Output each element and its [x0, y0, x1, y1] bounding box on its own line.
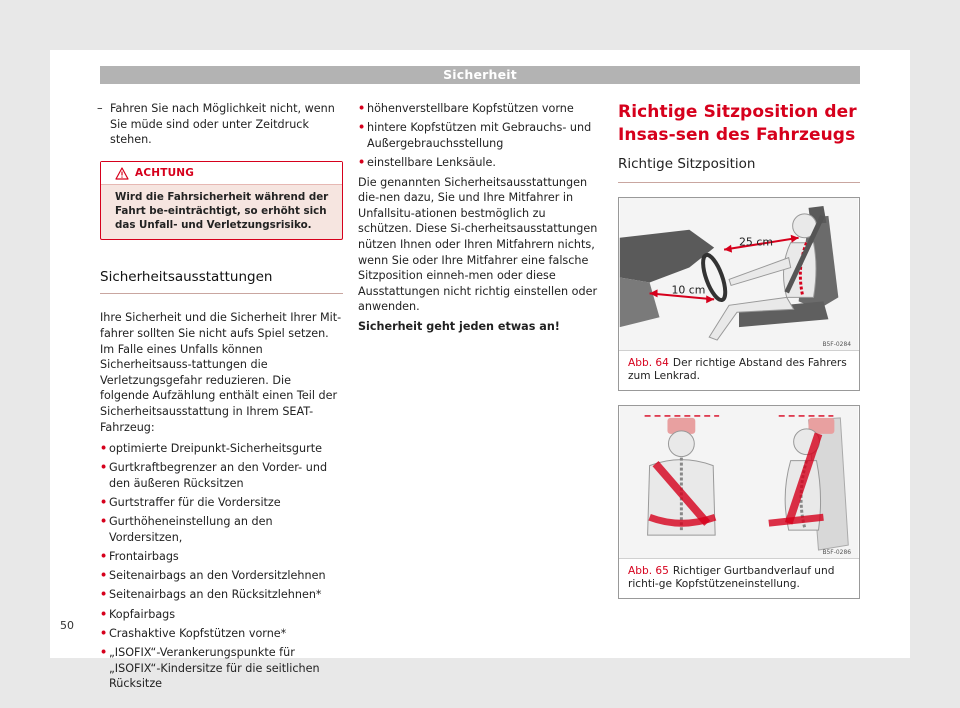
middle-paragraph: Die genannten Sicherheitsausstattungen die-nen dazu, Sie und Ihre Mitfahrer in Unfallsitu-ationen bestmöglich zu schützen. Diese Si-cherheitsausstattungen nützen Ihnen oder Ihren Mitfahrern nichts, wenn Sie oder Ihre Mitfahrer eine falsche Sitzposition einneh-men oder diese Ausstattungen nicht richtig einstellen oder anwenden.: [358, 175, 598, 314]
bullet-icon: •: [100, 588, 108, 602]
dash-marker: –: [97, 102, 103, 115]
list-item-text: optimierte Dreipunkt-Sicherheitsgurte: [109, 442, 322, 456]
emphasis-line: Sicherheit geht jeden etwas an!: [358, 319, 560, 333]
bullet-icon: •: [100, 496, 108, 510]
warning-text: Wird die Fahrsicherheit während der Fahrt be-einträchtigt, so erhöht sich das Unfall- und Verletzungsrisiko.: [115, 191, 329, 231]
bullet-icon: •: [358, 121, 366, 135]
bullet-icon: •: [100, 550, 108, 564]
list-item: [100, 514, 343, 545]
list-item: [100, 441, 343, 457]
list-item: [100, 607, 343, 623]
figure-code: B5F-0284: [822, 340, 852, 348]
bullet-icon: •: [100, 569, 108, 583]
figure-code: B5F-0286: [822, 548, 852, 556]
bullet-icon: •: [100, 626, 108, 640]
list-item: [358, 101, 602, 117]
intro-item: [97, 101, 343, 148]
intro-text: Fahren Sie nach Möglichkeit nicht, wenn Sie müde sind oder unter Zeitdruck stehen.: [110, 102, 335, 147]
figure-64: [618, 197, 860, 391]
list-item: [100, 568, 343, 584]
distance-label-10: 10 cm: [671, 282, 706, 296]
list-item-text: Frontairbags: [109, 550, 179, 564]
left-column: [97, 101, 343, 695]
bullet-icon: •: [358, 155, 366, 169]
list-item: [358, 155, 602, 171]
section-title: Sicherheitsausstattungen: [100, 270, 343, 295]
list-item-text: „ISOFIX“-Verankerungspunkte für „ISOFIX“-Kindersitze für die seitlichen Rücksitze: [109, 645, 320, 691]
list-item-text: Seitenairbags an den Vordersitzlehnen: [109, 569, 326, 583]
equipment-list: [100, 441, 343, 692]
right-column: [618, 101, 860, 599]
warning-title: ACHTUNG: [135, 166, 195, 179]
figure-caption-text: Richtiger Gurtbandverlauf und richti-ge Kopfstützeneinstellung.: [628, 564, 835, 591]
belt-headrest-illustration: [619, 406, 859, 559]
list-item: [100, 495, 343, 511]
figure-caption: [619, 351, 859, 390]
page-number: 50: [60, 619, 74, 632]
bullet-icon: •: [100, 442, 108, 456]
figure-caption: [619, 559, 859, 598]
list-item-text: einstellbare Lenksäule.: [367, 155, 496, 169]
bullet-icon: •: [100, 515, 108, 529]
bullet-icon: •: [100, 461, 108, 475]
driver-seat-illustration: [619, 198, 859, 351]
list-item-text: Gurtkraftbegrenzer an den Vorder- und den äußeren Rücksitzen: [109, 461, 328, 490]
figure-65: [618, 405, 860, 599]
warning-box: [100, 161, 343, 240]
distance-label-25: 25 cm: [739, 235, 773, 249]
list-item-text: hintere Kopfstützen mit Gebrauchs- und Außergebrauchsstellung: [367, 121, 592, 150]
subsection-title: Richtige Sitzposition: [618, 157, 860, 183]
page-header: Sicherheit: [100, 66, 860, 84]
list-item-text: höhenverstellbare Kopfstützen vorne: [367, 102, 574, 115]
list-item: [100, 626, 343, 642]
list-item-text: Seitenairbags an den Rücksitzlehnen*: [109, 588, 322, 602]
warning-triangle-icon: [115, 167, 129, 180]
figure-number: Abb. 64: [628, 356, 669, 369]
bullet-icon: •: [100, 607, 108, 621]
list-item: [100, 587, 343, 603]
list-item-text: Gurthöheneinstellung an den Vordersitzen,: [109, 515, 273, 544]
list-item-text: Kopfairbags: [109, 607, 176, 621]
bullet-icon: •: [100, 645, 108, 659]
section-paragraph: Ihre Sicherheit und die Sicherheit Ihrer Mit-fahrer sollten Sie nicht aufs Spiel setzen. Im Falle eines Unfalls können Sicherheitsauss-tattungen die Verletzungsgefahr reduzieren. Die folgende Aufzählung enthält einen Teil der Sicherheitsausstattung in Ihrem SEAT-Fahrzeug:: [100, 311, 342, 434]
warning-header: [101, 162, 342, 186]
list-item-text: Gurtstraffer für die Vordersitze: [109, 496, 281, 510]
list-item: [100, 549, 343, 565]
bullet-icon: •: [358, 102, 366, 115]
figure-caption-text: Der richtige Abstand des Fahrers zum Lenkrad.: [628, 356, 847, 383]
chapter-title: Richtige Sitzposition der Insas-sen des Fahrzeugs: [618, 102, 857, 145]
list-item: [100, 460, 343, 491]
equipment-list-continued: [358, 101, 602, 171]
figure-number: Abb. 65: [628, 564, 669, 577]
list-item: [100, 645, 343, 692]
list-item-text: Crashaktive Kopfstützen vorne*: [109, 626, 287, 640]
middle-column: [358, 101, 602, 335]
list-item: [358, 120, 602, 151]
